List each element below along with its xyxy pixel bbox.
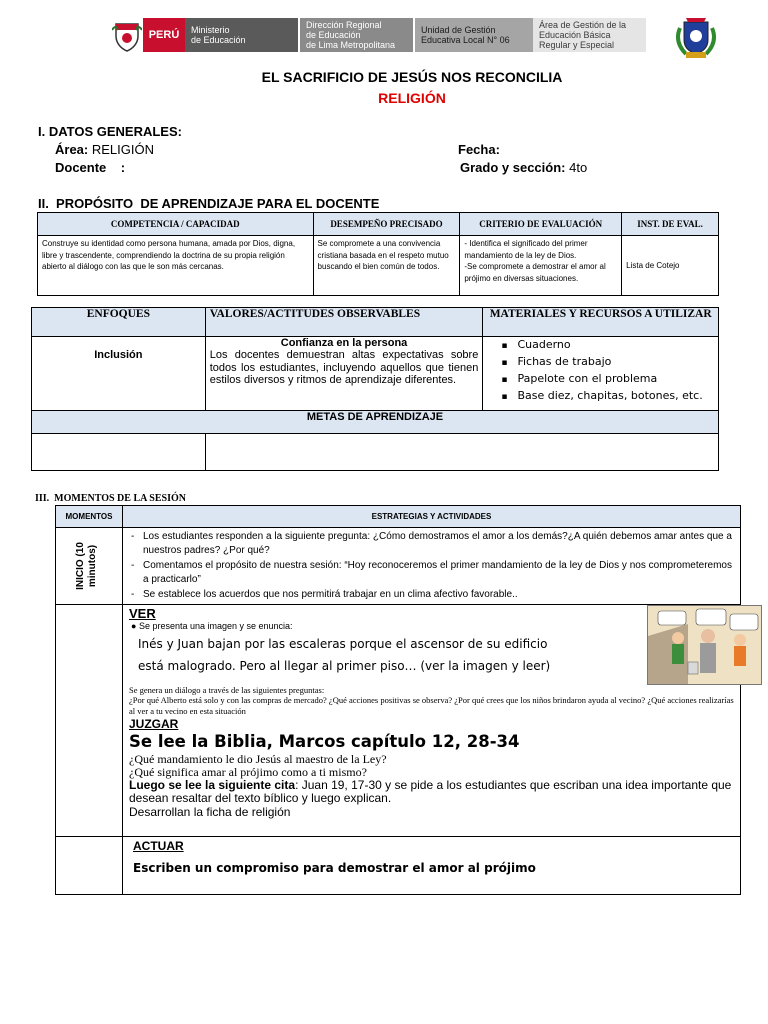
ugel-logo — [415, 18, 533, 52]
inicio-item-text: Los estudiantes responden a la siguiente pregunta: ¿Cómo demostramos el amor a los demás?¿A quién debemos amar antes que a nuestros padres? ¿Por qué? — [143, 531, 732, 556]
col-competencia: COMPETENCIA / CAPACIDAD — [38, 213, 314, 236]
minedu-line-1: Ministerio — [191, 25, 230, 35]
criterio-2: -Se compromete a demostrar el amor al prójimo en diversas situaciones. — [464, 262, 606, 283]
area-line-1: Área de Gestión de la — [539, 20, 627, 30]
ugel-line-2: Educativa Local N° 06 — [421, 35, 510, 45]
inicio-item-text: Se establece los acuerdos que nos permitirá trabajar en un clima afectivo favorable.. — [143, 589, 518, 600]
area-value: RELIGIÓN — [88, 142, 154, 157]
cita-text — [129, 779, 734, 806]
area-label: Área: — [55, 142, 89, 157]
area-logo — [533, 18, 646, 52]
col-criterio: CRITERIO DE EVALUACIÓN — [460, 213, 622, 236]
momentos-table — [55, 505, 741, 895]
desarrollo-activities — [123, 604, 741, 836]
col-valores: VALORES/ACTITUDES OBSERVABLES — [205, 308, 483, 337]
metas-cell-right — [205, 434, 718, 471]
section-2-heading: II. PROPÓSITO DE APRENDIZAJE PARA EL DOCENTE — [38, 196, 380, 211]
dre-line-1: Dirección Regional — [306, 20, 382, 30]
grado-field — [460, 160, 587, 175]
illustration-image — [647, 605, 762, 685]
peru-shield-icon — [112, 20, 142, 52]
metas-heading: METAS DE APRENDIZAJE — [32, 411, 719, 434]
fecha-label: Fecha: — [458, 142, 500, 157]
actuar-activities — [123, 836, 741, 894]
col-materiales: MATERIALES Y RECURSOS A UTILIZAR — [483, 308, 719, 337]
ver-bullet: ● Se presenta una imagen y se enuncia: — [131, 620, 293, 631]
juzgar-heading: JUZGAR — [129, 716, 179, 731]
minedu-line-2: de Educación — [191, 35, 246, 45]
cita-rest: : Juan 19, 17-30 y se pide a los estudiantes que escriban una idea importante que desean resaltar del texto bíblico y luego explican. — [129, 777, 732, 805]
inicio-activities — [123, 528, 741, 605]
docente-label: Docente : — [55, 160, 126, 175]
material-item: ▪ Papelote con el problema — [483, 371, 712, 388]
actuar-heading: ACTUAR — [133, 838, 184, 853]
pregunta-2: ¿Qué significa amar al prójimo como a ti mismo? — [129, 764, 367, 779]
competencia-cell: Construye su identidad como persona humana, amada por Dios, digna, libre y trascendente, comprendiendo la doctrina de su propia religión abierto al diálogo con las que le son más cercanas. — [38, 236, 314, 296]
area-line-3: Regular y Especial — [539, 40, 615, 50]
inicio-item: - Comentamos el propósito de nuestra sesión: “Hoy reconoceremos el primer mandamiento de la ley de Dios y nos comprometeremos a practicarlo” — [131, 560, 732, 585]
ugel-line-1: Unidad de Gestión — [421, 25, 496, 35]
dre-line-3: de Lima Metropolitana — [306, 40, 396, 50]
criterio-1: - Identifica el significado del primer mandamiento de la ley de Dios. — [464, 239, 588, 260]
materiales-cell — [483, 337, 719, 411]
col-momentos: MOMENTOS — [56, 506, 123, 528]
material-item: ▪ Cuaderno — [483, 337, 712, 354]
metas-cell-left — [32, 434, 206, 471]
inicio-item-text: Comentamos el propósito de nuestra sesión: “Hoy reconoceremos el primer mandamiento de la ley de Dios y nos comprometeremos a practicarlo” — [143, 560, 732, 585]
material-item: ▪ Base diez, chapitas, botones, etc. — [483, 388, 712, 405]
col-desempeno: DESEMPEÑO PRECISADO — [313, 213, 460, 236]
criterio-cell — [460, 236, 622, 296]
inicio-cell — [56, 528, 123, 605]
section-1-heading: I. DATOS GENERALES: — [38, 124, 182, 139]
minedu-logo — [185, 18, 298, 52]
desarrollo-cell — [56, 604, 123, 836]
enfoque-cell: Inclusión — [32, 337, 206, 411]
cita-bold: Luego se lee la siguiente cita — [129, 777, 296, 792]
school-crest-icon — [672, 14, 720, 60]
grado-value: 4to — [565, 160, 588, 175]
valor-title: Confianza en la persona — [280, 337, 408, 349]
cierre-cell — [56, 836, 123, 894]
materiales-list — [483, 337, 712, 405]
valor-cell — [205, 337, 483, 411]
pregunta-1: ¿Qué mandamiento le dio Jesús al maestro de la Ley? — [129, 751, 387, 766]
inicio-item: - Se establece los acuerdos que nos permitirá trabajar en un clima afectivo favorable.. — [131, 589, 518, 600]
page-title: EL SACRIFICIO DE JESÚS NOS RECONCILIA — [261, 69, 563, 85]
dialogo-preguntas: ¿Por qué Alberto está solo y con las compras de mercado? ¿Qué acciones positivas se observa? ¿Por qué crees que los niños brindaron ayuda al vecino? ¿Qué acciones realizarías al ver a tu vecino en esta situación — [129, 694, 734, 716]
col-estrategias: ESTRATEGIAS Y ACTIVIDADES — [123, 506, 741, 528]
dre-logo — [300, 18, 413, 52]
valor-text: Los docentes demuestran altas expectativas sobre todos los estudiantes, incluyendo aquellos que tienen estilos diversos y ritmos de aprendizaje diferentes. — [209, 349, 479, 386]
section-3-heading: III. MOMENTOS DE LA SESIÓN — [35, 493, 186, 504]
grado-label: Grado y sección: — [460, 160, 566, 175]
proposito-table — [37, 212, 719, 296]
area-line-2: Educación Básica — [539, 30, 611, 40]
desempeno-cell: Se compromete a una convivencia cristiana basada en el respeto mutuo buscando el bien común de todos. — [313, 236, 460, 296]
enfoques-table — [31, 307, 719, 471]
dre-line-2: de Educación — [306, 30, 361, 40]
ficha-text: Desarrollan la ficha de religión — [129, 804, 291, 819]
col-instrumento: INST. DE EVAL. — [622, 213, 719, 236]
ver-story: Inés y Juan bajan por las escaleras porque el ascensor de su edificio está malogrado. Pero al llegar al primer piso… (ver la imagen y leer) — [138, 636, 551, 673]
ver-bullet-text: Se presenta una imagen y se enuncia: — [138, 620, 293, 631]
instrumento-cell: Lista de Cotejo — [622, 236, 719, 296]
ver-heading: VER — [129, 605, 156, 621]
col-enfoques: ENFOQUES — [32, 308, 206, 337]
peru-logo: PERÚ — [143, 18, 185, 52]
biblia-reading: Se lee la Biblia, Marcos capítulo 12, 28-34 — [129, 731, 520, 751]
page-subtitle: RELIGIÓN — [378, 90, 446, 106]
area-field — [55, 142, 154, 157]
dialogo-intro: Se genera un diálogo a través de las siguientes preguntas: — [129, 684, 325, 695]
inicio-label: INICIO (10 minutos) — [75, 541, 98, 590]
material-item: ▪ Fichas de trabajo — [483, 354, 712, 371]
inicio-item: - Los estudiantes responden a la siguiente pregunta: ¿Cómo demostramos el amor a los demás?¿A quién debemos amar antes que a nuestros padres? ¿Por qué? — [131, 531, 732, 556]
compromiso-text: Escriben un compromiso para demostrar el amor al prójimo — [133, 860, 536, 875]
